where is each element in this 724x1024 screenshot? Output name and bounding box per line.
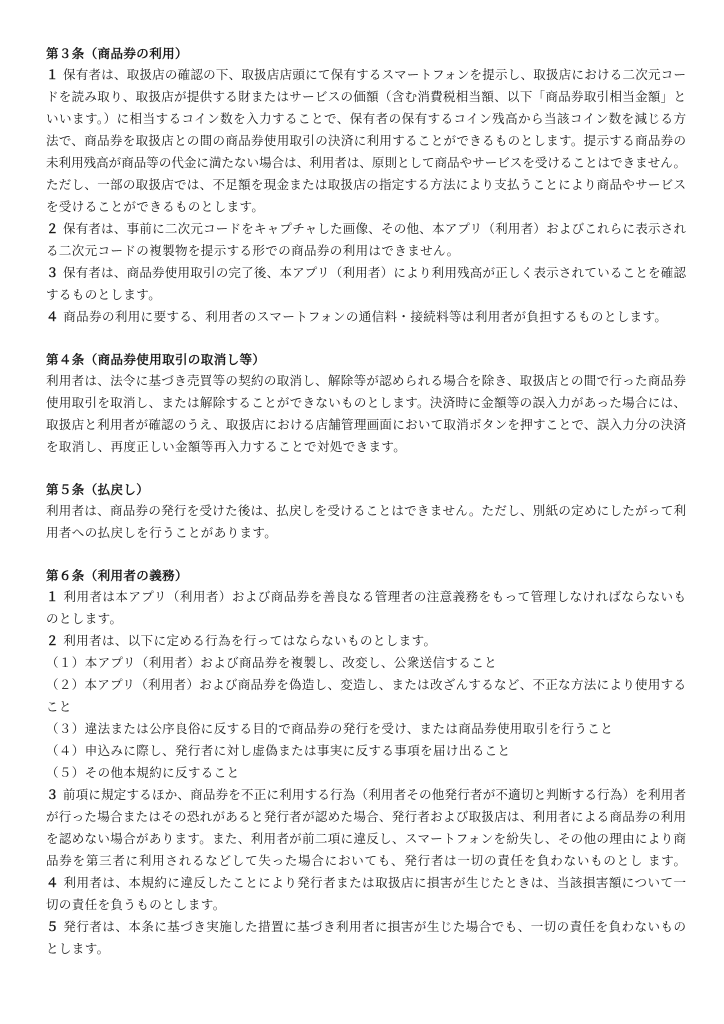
article-text-line: １ 保有者は、取扱店の確認の下、取扱店店頭にて保有するスマートフォンを提示し、取扱店における二次元コー	[46, 67, 686, 82]
article-heading: 第５条（払戻し）	[46, 482, 150, 497]
article-text-line: 未利用残高が商品等の代金に満たない場合は、利用者は、原則として商品やサービスを受けることはできません。	[46, 155, 686, 170]
article-text-line: ３ 保有者は、商品券使用取引の完了後、本アプリ（利用者）により利用残高が正しく表示されていることを確認	[46, 265, 686, 280]
article-text-line: 切の責任を負うものとします。	[46, 897, 226, 912]
article-text-line: ただし、一部の取扱店では、不足額を現金または取扱店の指定する方法により支払うことにより商品やサービス	[46, 177, 686, 192]
article-text-line: が行った場合またはその恐れがあると発行者が認めた場合、発行者および取扱店は、利用者による商品券の利用	[46, 809, 686, 824]
article-text-line: いいます。）に相当するコイン数を入力することで、保有者の保有するコイン残高から当該コイン数を減じる方	[46, 111, 686, 126]
article-text-line: ドを読み取り、取扱店が提供する財またはサービスの価額（含む消費税相当額、以下「商品券取引相当金額」と	[46, 89, 686, 104]
article-text-line: ２ 利用者は、以下に定める行為を行ってはならないものとします。	[46, 633, 437, 648]
article-text-line: するものとします。	[46, 287, 162, 302]
article-text-line: 利用者は、商品券の発行を受けた後は、払戻しを受けることはできません。ただし、別紙の定めにしたがって利	[46, 503, 686, 518]
article-section	[46, 566, 686, 960]
terms-document	[46, 44, 686, 982]
article-text-line: （１）本アプリ（利用者）および商品券を複製し、改変し、公衆送信すること	[46, 655, 498, 670]
article-text-line: １ 利用者は本アプリ（利用者）および商品券を善良なる管理者の注意義務をもって管理しなければならないも	[46, 589, 686, 604]
article-heading: 第３条（商品券の利用）	[46, 46, 188, 61]
article-text-line: 使用取引を取消し、または解除することができないものとします。決済時に金額等の誤入力があった場合には、	[46, 395, 686, 410]
article-text-line: ２ 保有者は、事前に二次元コードをキャプチャした画像、その他、本アプリ（利用者）およびこれらに表示され	[46, 221, 686, 236]
article-section	[46, 44, 686, 328]
article-section	[46, 350, 686, 458]
article-heading: 第６条（利用者の義務）	[46, 568, 188, 583]
article-text-line: （２）本アプリ（利用者）および商品券を偽造し、変造し、または改ざんするなど、不正な方法により使用する	[46, 677, 686, 692]
article-heading: 第４条（商品券使用取引の取消し等）	[46, 352, 266, 367]
article-text-line: 用者への払戻しを行うことがあります。	[46, 525, 278, 540]
article-text-line: （５）その他本規約に反すること	[46, 765, 240, 780]
article-section	[46, 480, 686, 544]
article-text-line: る二次元コードの複製物を提示する形での商品券の利用はできません。	[46, 243, 460, 258]
article-text-line: 品券を第三者に利用されるなどして失った場合においても、発行者は一切の責任を負わないものとし ます。	[46, 853, 686, 868]
article-text-line: 取扱店と利用者が確認のうえ、取扱店における店舗管理画面において取消ボタンを押すことで、誤入力分の決済	[46, 417, 686, 432]
article-text-line: を認めない場合があります。また、利用者が前二項に違反し、スマートフォンを紛失し、その他の理由により商	[46, 831, 686, 846]
article-text-line: ４ 商品券の利用に要する、利用者のスマートフォンの通信料・接続料等は利用者が負担するものとします。	[46, 309, 668, 324]
article-text-line: 法で、商品券を取扱店との間の商品券使用取引の決済に利用することができるものとします。提示する商品券の	[46, 133, 686, 148]
article-text-line: ５ 発行者は、本条に基づき実施した措置に基づき利用者に損害が生じた場合でも、一切の責任を負わないもの	[46, 919, 686, 934]
article-text-line: ４ 利用者は、本規約に違反したことにより発行者または取扱店に損害が生じたときは、当該損害額について一	[46, 875, 686, 890]
article-text-line: ３ 前項に規定するほか、商品券を不正に利用する行為（利用者その他発行者が不適切と判断する行為）を利用者	[46, 787, 686, 802]
article-text-line: を受けることができるものとします。	[46, 199, 265, 214]
article-text-line: 利用者は、法令に基づき売買等の契約の取消し、解除等が認められる場合を除き、取扱店との間で行った商品券	[46, 373, 686, 388]
article-text-line: を取消し、再度正しい金額等再入力することで対処できます。	[46, 439, 407, 454]
article-text-line: とします。	[46, 941, 110, 956]
article-text-line: （４）申込みに際し、発行者に対し虚偽または事実に反する事項を届け出ること	[46, 743, 511, 758]
article-text-line: こと	[46, 699, 72, 714]
article-text-line: のとします。	[46, 611, 123, 626]
article-text-line: （３）違法または公序良俗に反する目的で商品券の発行を受け、または商品券使用取引を行うこと	[46, 721, 614, 736]
